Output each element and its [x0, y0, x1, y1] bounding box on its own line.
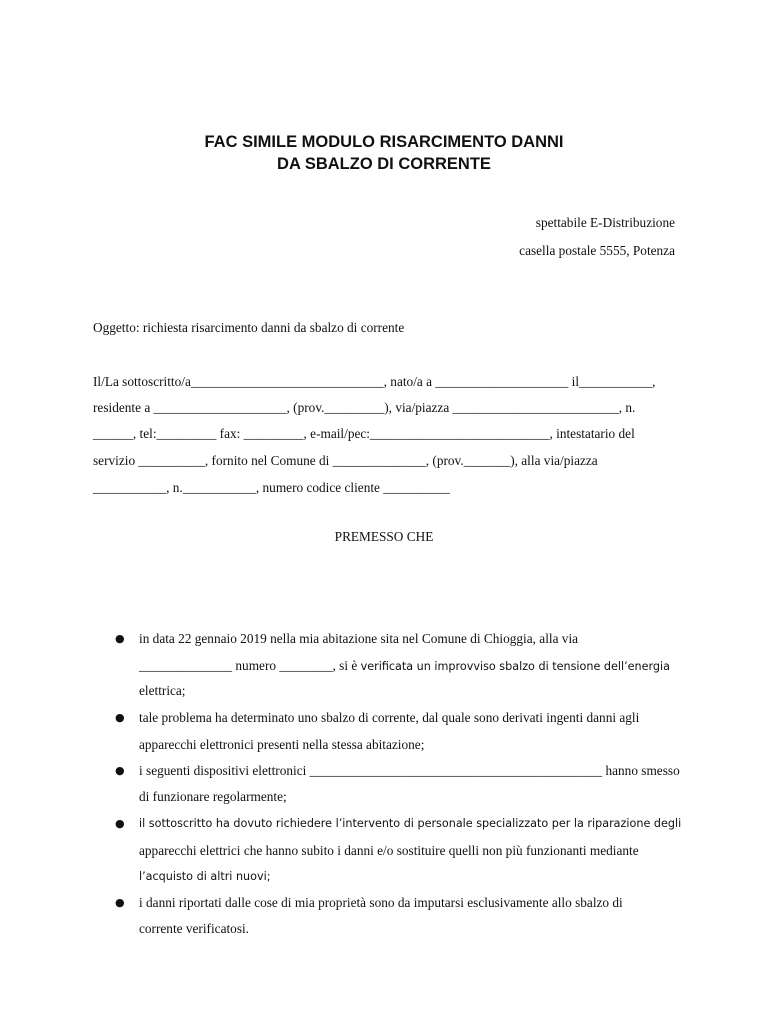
bullet-icon: ●: [115, 764, 125, 777]
bullet-icon: ●: [115, 896, 125, 909]
bullet-1-line-2-serif: ______________ numero ________, si è: [139, 658, 361, 673]
bullet-icon: ●: [115, 632, 125, 645]
bullet-icon: ●: [115, 711, 125, 724]
bullet-5-line-1: i danni riportati dalle cose di mia proprietà sono da imputarsi esclusivamente allo sbalzo di: [139, 895, 623, 910]
bullet-2-line-2: apparecchi elettronici presenti nella stessa abitazione;: [139, 737, 425, 752]
recipient-name: spettabile E-Distribuzione: [535, 215, 675, 230]
bullet-1-line-3: elettrica;: [139, 683, 186, 698]
bullet-3-line-1: i seguenti dispositivi elettronici ____________________________________________ hanno smesso: [139, 763, 680, 778]
recipient-address: casella postale 5555, Potenza: [519, 243, 675, 258]
bullet-1-line-2: [139, 657, 670, 675]
bullet-4-line-2: apparecchi elettrici che hanno subito i danni e/o sostituire quelli non più funzionanti mediante: [139, 843, 639, 858]
premesso-heading: PREMESSO CHE: [334, 529, 434, 544]
bullet-5-line-2: corrente verificatosi.: [139, 921, 250, 936]
declarant-line-5: ___________, n.___________, numero codice cliente __________: [93, 480, 450, 495]
bullet-1-line-2-sans: verificata un improvviso sbalzo di tensione dell’energia: [360, 660, 670, 673]
bullet-4-line-3: l’acquisto di altri nuovi;: [139, 870, 271, 883]
bullet-3-line-2: di funzionare regolarmente;: [139, 789, 287, 804]
document-title-line1: FAC SIMILE MODULO RISARCIMENTO DANNI: [204, 133, 564, 151]
bullet-2-line-1: tale problema ha determinato uno sbalzo di corrente, dal quale sono derivati ingenti danni agli: [139, 710, 640, 725]
document-title-line2: DA SBALZO DI CORRENTE: [277, 155, 491, 173]
declarant-line-3: ______, tel:_________ fax: _________, e-mail/pec:___________________________, intestatario del: [93, 426, 635, 441]
bullet-1-line-1: in data 22 gennaio 2019 nella mia abitazione sita nel Comune di Chioggia, alla via: [139, 631, 579, 646]
declarant-line-1: Il/La sottoscritto/a_____________________________, nato/a a ____________________ il___________,: [93, 374, 656, 389]
declarant-line-2: residente a ____________________, (prov._________), via/piazza _________________________, n.: [93, 400, 636, 415]
bullet-icon: ●: [115, 817, 125, 830]
subject-line: Oggetto: richiesta risarcimento danni da sbalzo di corrente: [93, 320, 405, 335]
bullet-4-line-1: il sottoscritto ha dovuto richiedere l’intervento di personale specializzato per la riparazione degli: [139, 817, 682, 830]
declarant-line-4: servizio __________, fornito nel Comune di ______________, (prov._______), alla via/piazza: [93, 453, 598, 468]
